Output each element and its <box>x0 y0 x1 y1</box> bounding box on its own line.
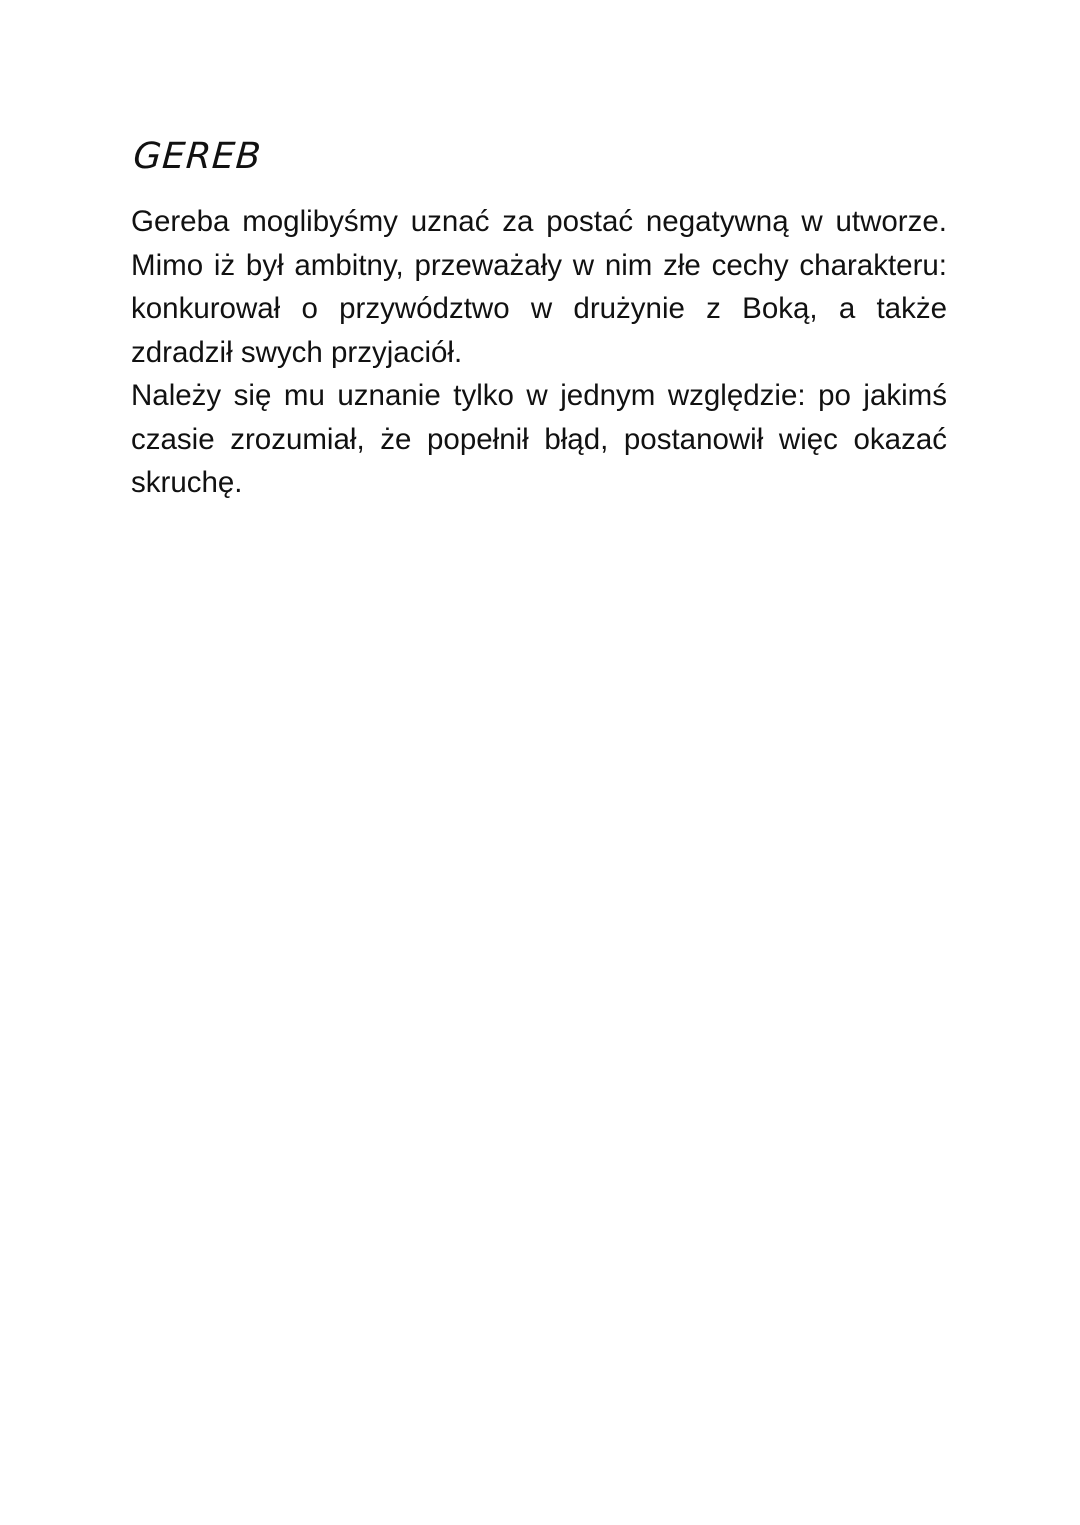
paragraph-redemption: Należy się mu uznanie tylko w jednym względzie: po jakimś czasie zrozumiał, że popełnił błąd, postanowił więc okazać skruchę. <box>131 379 947 499</box>
section-heading: GEREB <box>132 136 263 177</box>
paragraph-character-description: Gereba moglibyśmy uznać za postać negatywną w utworze. Mimo iż był ambitny, przeważały w nim złe cechy charakteru: konkurował o przywództwo w drużynie z Boką, a także zdradził swych przyjaciół. <box>131 205 947 369</box>
body-text <box>131 200 947 505</box>
